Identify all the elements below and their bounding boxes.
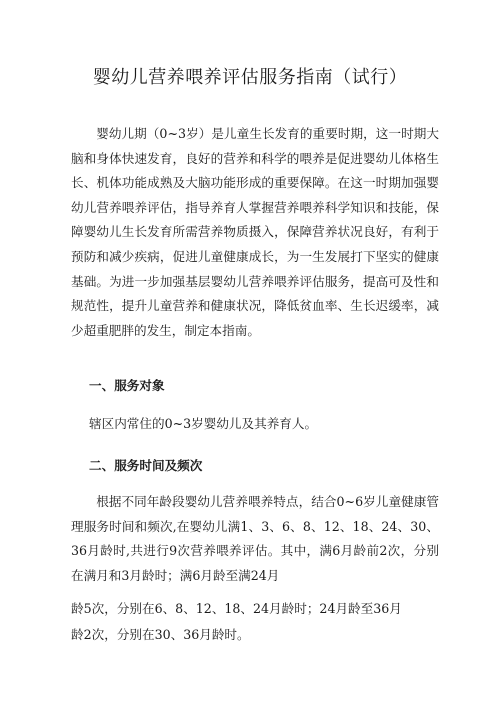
- section-body-service-time-line3: 龄2次，分别在30、36月龄时。: [71, 627, 250, 642]
- section-heading-service-target: 一、服务对象: [89, 378, 165, 393]
- section-body-service-time-line2: 龄5次，分别在6、8、12、18、24月龄时；24月龄至36月: [71, 601, 402, 616]
- section-body-service-time: 根据不同年龄段婴幼儿营养喂养特点，结合0~6岁儿童健康管理服务时间和频次,在婴幼儿满1、3、6、8、12、18、24、30、36月龄时,共进行9次营养喂养评估。其中，满6月龄前2次，分别在满月和3月龄时；满6月龄至满24月: [71, 494, 439, 583]
- intro-paragraph: 婴幼儿期（0~3岁）是儿童生长发育的重要时期，这一时期大脑和身体快速发育，良好的营养和科学的喂养是促进婴幼儿体格生长、机体功能成熟及大脑功能形成的重要保障。在这一时期加强婴幼儿营养喂养评估，指导养育人掌握营养喂养科学知识和技能，保障婴幼儿生长发育所需营养物质摄入，保障营养状况良好，有利于预防和减少疾病，促进儿童健康成长，为一生发展打下坚实的健康基础。为进一步加强基层婴幼儿营养喂养评估服务，提高可及性和规范性，提升儿童营养和健康状况，降低贫血率、生长迟缓率，减少超重肥胖的发生，制定本指南。: [71, 126, 439, 338]
- document-title: 婴幼儿营养喂养评估服务指南（试行）: [92, 67, 408, 88]
- section-body-service-target: 辖区内常住的0~3岁婴幼儿及其养育人。: [89, 416, 318, 431]
- section-heading-service-time: 二、服务时间及频次: [89, 458, 203, 473]
